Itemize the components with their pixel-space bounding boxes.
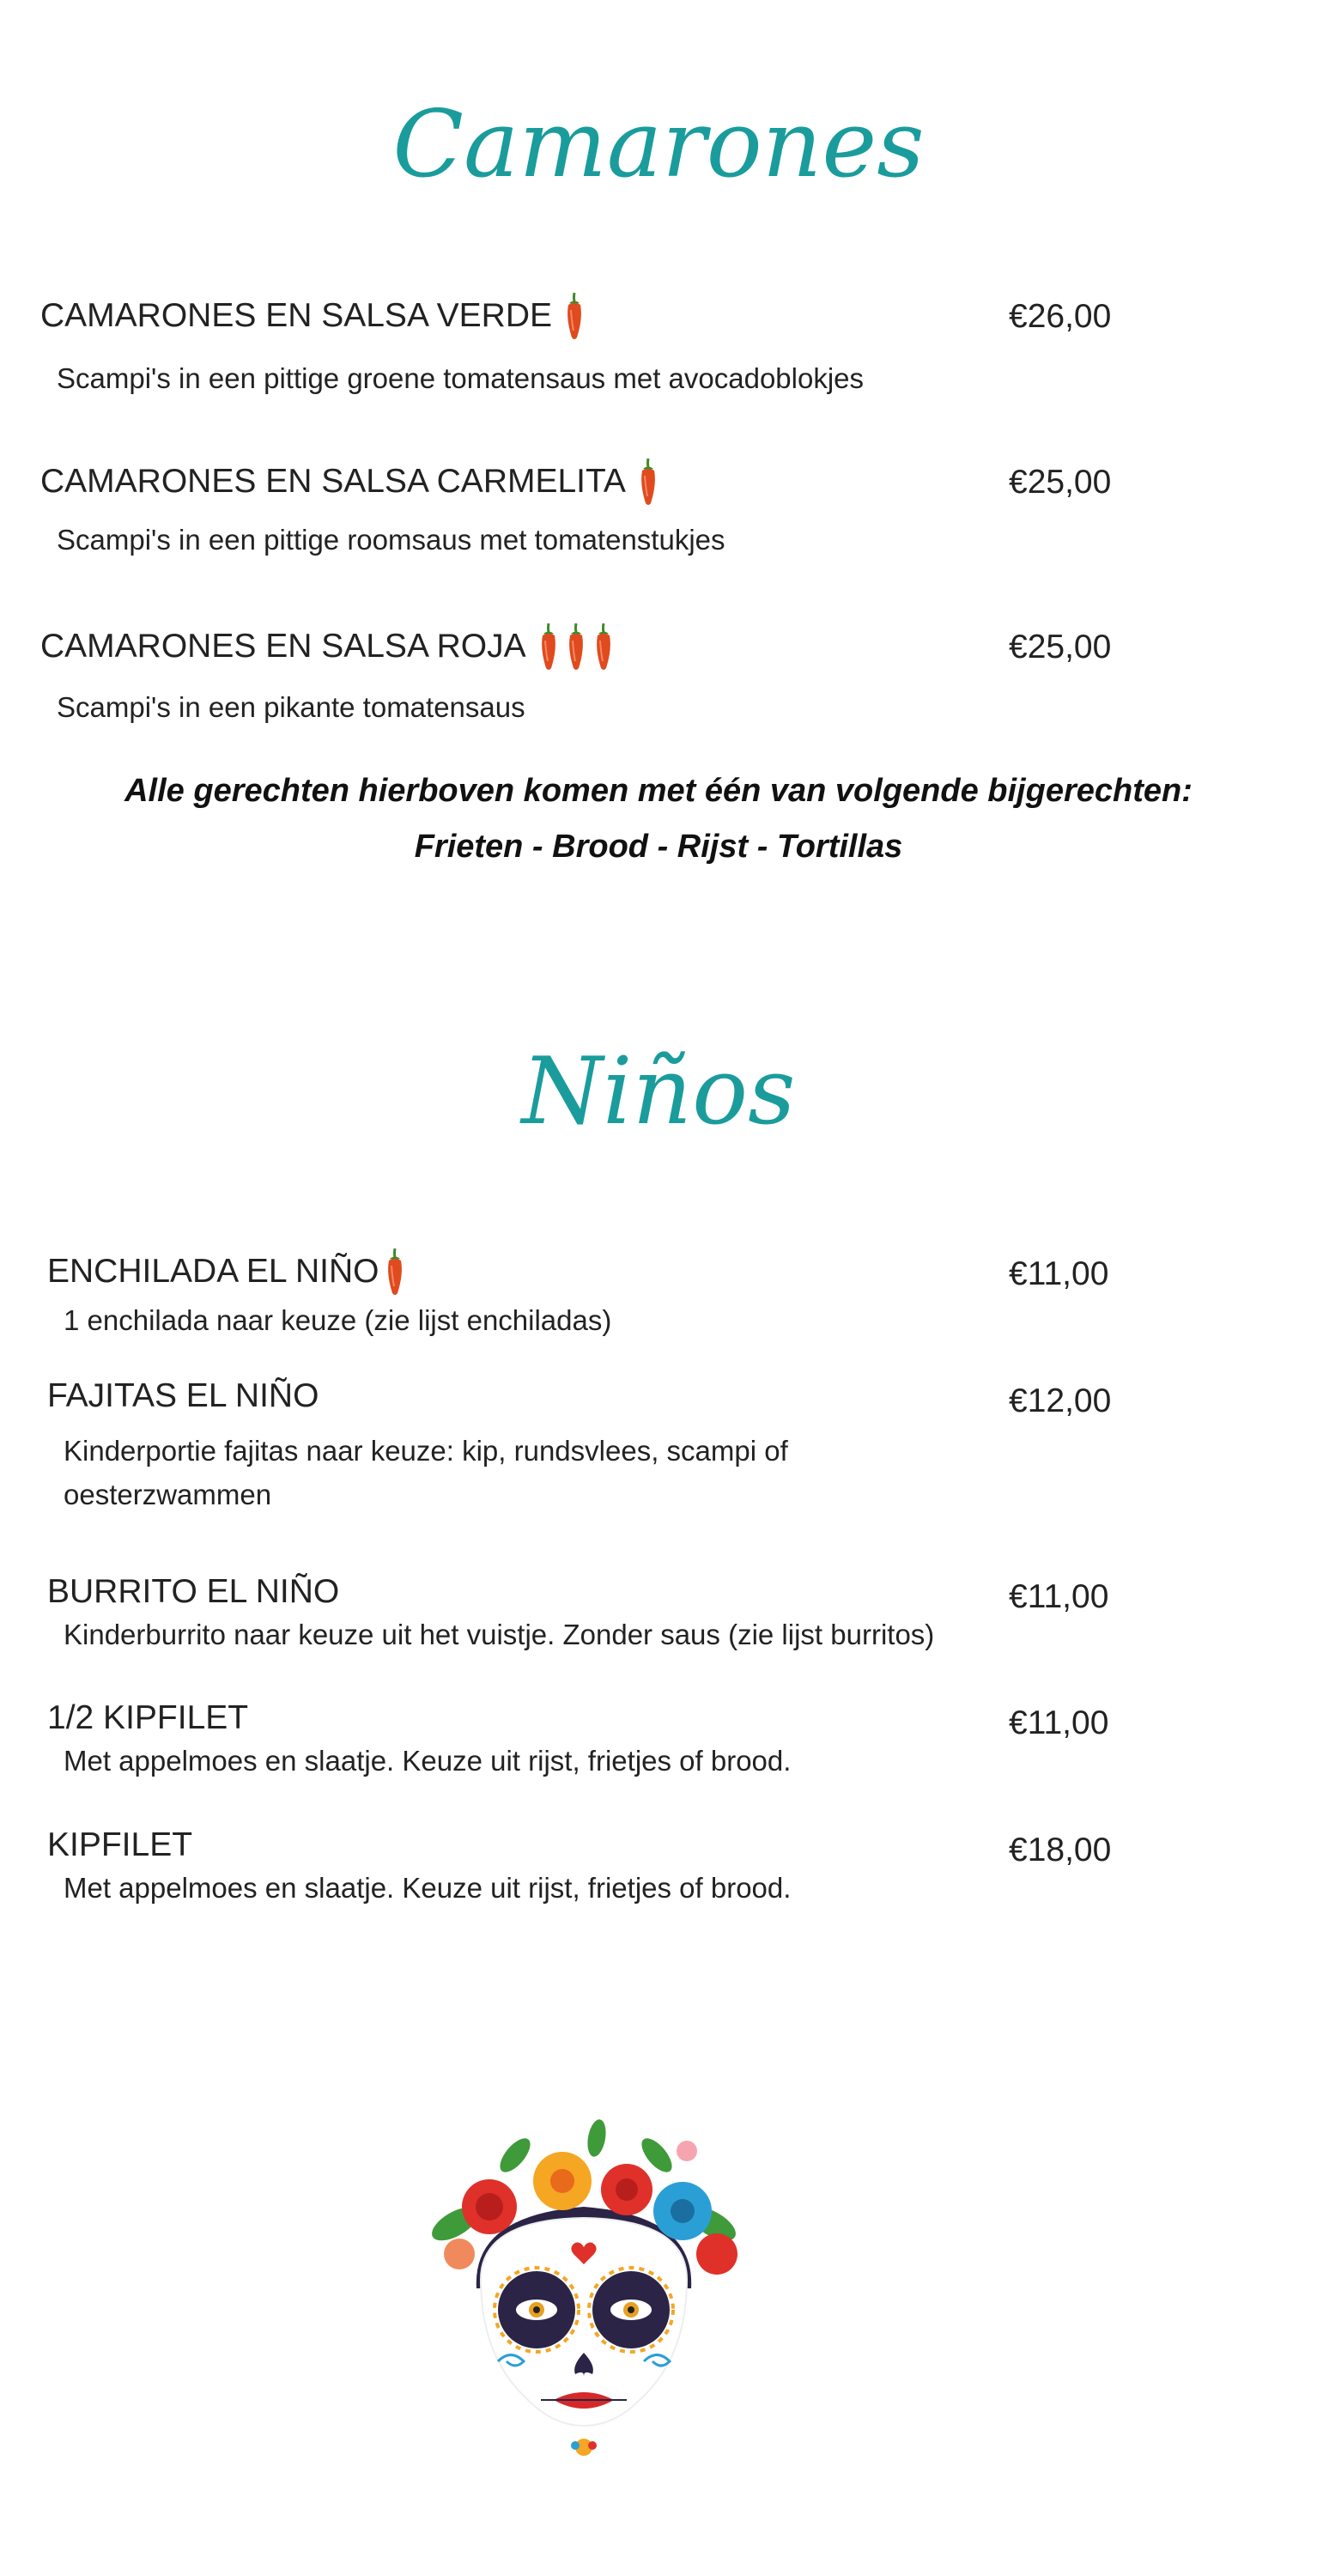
side-dishes-note: Alle gerechten hierboven komen met één van volgende bijgerechten: — [124, 773, 1193, 809]
chili-pepper-icon — [537, 622, 561, 671]
camarones-title: Camarones — [392, 91, 925, 198]
item-name: CAMARONES EN SALSA CARMELITA — [40, 463, 626, 500]
item-description: Scampi's in een pittige groene tomatensaus met avocadoblokjes — [57, 362, 865, 394]
item-name: KIPFILET — [47, 1826, 193, 1863]
chili-pepper-icon — [564, 622, 588, 671]
item-description: Met appelmoes en slaatje. Keuze uit rijst, frietjes of brood. — [64, 1745, 792, 1777]
ninos-title: Niños — [521, 1038, 796, 1145]
item-price: €18,00 — [1009, 1832, 1112, 1868]
item-description: Scampi's in een pikante tomatensaus — [57, 691, 525, 723]
item-name: BURRITO EL NIÑO — [47, 1573, 340, 1610]
chili-pepper-icon — [636, 457, 660, 507]
item-description: 1 enchilada naar keuze (zie lijst enchiladas) — [64, 1304, 612, 1336]
item-price: €11,00 — [1009, 1255, 1109, 1292]
item-description: Kinderportie fajitas naar keuze: kip, rundsvlees, scampi of oesterzwammen — [64, 1435, 788, 1510]
spice-level — [562, 291, 586, 341]
item-description: Met appelmoes en slaatje. Keuze uit rijst, frietjes of brood. — [64, 1872, 792, 1904]
spice-level — [383, 1247, 407, 1297]
spice-level — [636, 457, 660, 507]
chili-pepper-icon — [592, 622, 616, 671]
item-name: 1/2 KIPFILET — [47, 1699, 249, 1736]
item-price: €25,00 — [1009, 629, 1112, 665]
item-name: FAJITAS EL NIÑO — [47, 1377, 319, 1414]
item-price: €25,00 — [1009, 464, 1112, 501]
item-price: €26,00 — [1009, 298, 1112, 335]
item-price: €11,00 — [1009, 1704, 1109, 1741]
item-description: Kinderburrito naar keuze uit het vuistje. Zonder saus (zie lijst burritos) — [64, 1619, 935, 1650]
item-name: CAMARONES EN SALSA ROJA — [40, 628, 526, 665]
item-name: ENCHILADA EL NIÑO — [47, 1253, 379, 1290]
item-name: CAMARONES EN SALSA VERDE — [40, 297, 553, 334]
item-description: Scampi's in een pittige roomsaus met tomatenstukjes — [57, 524, 725, 556]
sugar-skull-icon — [412, 2108, 756, 2469]
side-dishes-list: Frieten - Brood - Rijst - Tortillas — [414, 829, 903, 865]
item-price: €11,00 — [1009, 1578, 1109, 1615]
spice-level — [537, 622, 616, 671]
item-price: €12,00 — [1009, 1382, 1112, 1419]
chili-pepper-icon — [383, 1247, 407, 1297]
chili-pepper-icon — [562, 291, 586, 341]
